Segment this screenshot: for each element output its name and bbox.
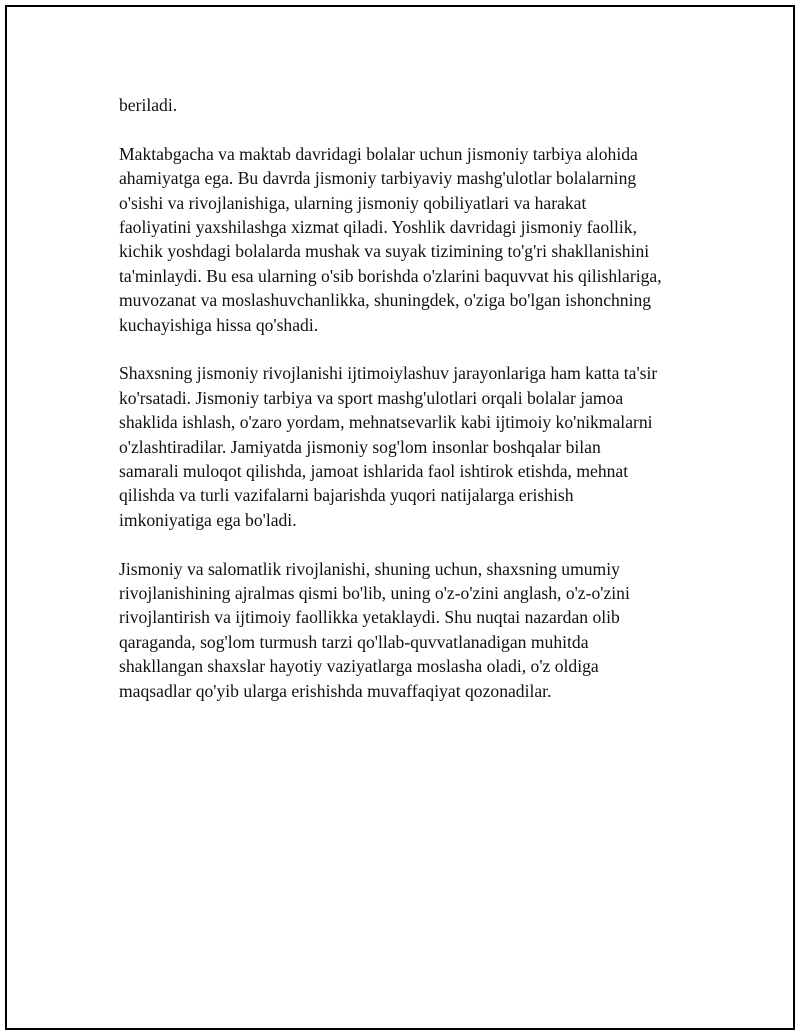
document-body <box>119 93 709 728</box>
paragraph-socialization: Shaxsning jismoniy rivojlanishi ijtimoiylashuv jarayonlariga ham katta ta'sir ko'rsatadi. Jismoniy tarbiya va sport mashg'ulotlari orqali bolalar jamoa shaklida ishlash, o'zaro yordam, mehnatsevarlik kabi ijtimoiy ko'nikmalarni o'zlashtiradilar. Jamiyatda jismoniy sog'lom insonlar boshqalar bilan samarali muloqot qilishda, jamoat ishlarida faol ishtirok etishda, mehnat qilishda va turli vazifalarni bajarishda yuqori natijalarga erishish imkoniyatiga ega bo'ladi. <box>119 363 658 530</box>
document-page <box>5 5 795 1030</box>
paragraph-continuation: beriladi. <box>119 95 178 115</box>
paragraph-preschool-physical-education: Maktabgacha va maktab davridagi bolalar uchun jismoniy tarbiya alohida ahamiyatga ega. Bu davrda jismoniy tarbiyaviy mashg'ulotlar bolalarning o'sishi va rivojlanishiga, ularning jismoniy qobiliyatlari va harakat faoliyatini yaxshilashga xizmat qiladi. Yoshlik davridagi jismoniy faollik, kichik yoshdagi bolalarda mushak va suyak tizimining to'g'ri shakllanishini ta'minlaydi. Bu esa ularning o'sib borishda o'zlarini baquvvat his qilishlariga, muvozanat va moslashuvchanlikka, shuningdek, o'ziga bo'lgan ishonchning kuchayishiga hissa qo'shadi. <box>119 143 662 335</box>
paragraph-health-development: Jismoniy va salomatlik rivojlanishi, shuning uchun, shaxsning umumiy rivojlanishining ajralmas qismi bo'lib, uning o'z-o'zini anglash, o'z-o'zini rivojlantirish va ijtimoiy faollikka yetaklaydi. Shu nuqtai nazardan olib qaraganda, sog'lom turmush tarzi qo'llab-quvvatlanadigan muhitda shakllangan shaxslar hayotiy vaziyatlarga moslasha oladi, o'z oldiga maqsadlar qo'yib ularga erishishda muvaffaqiyat qozonadilar. <box>119 558 630 701</box>
